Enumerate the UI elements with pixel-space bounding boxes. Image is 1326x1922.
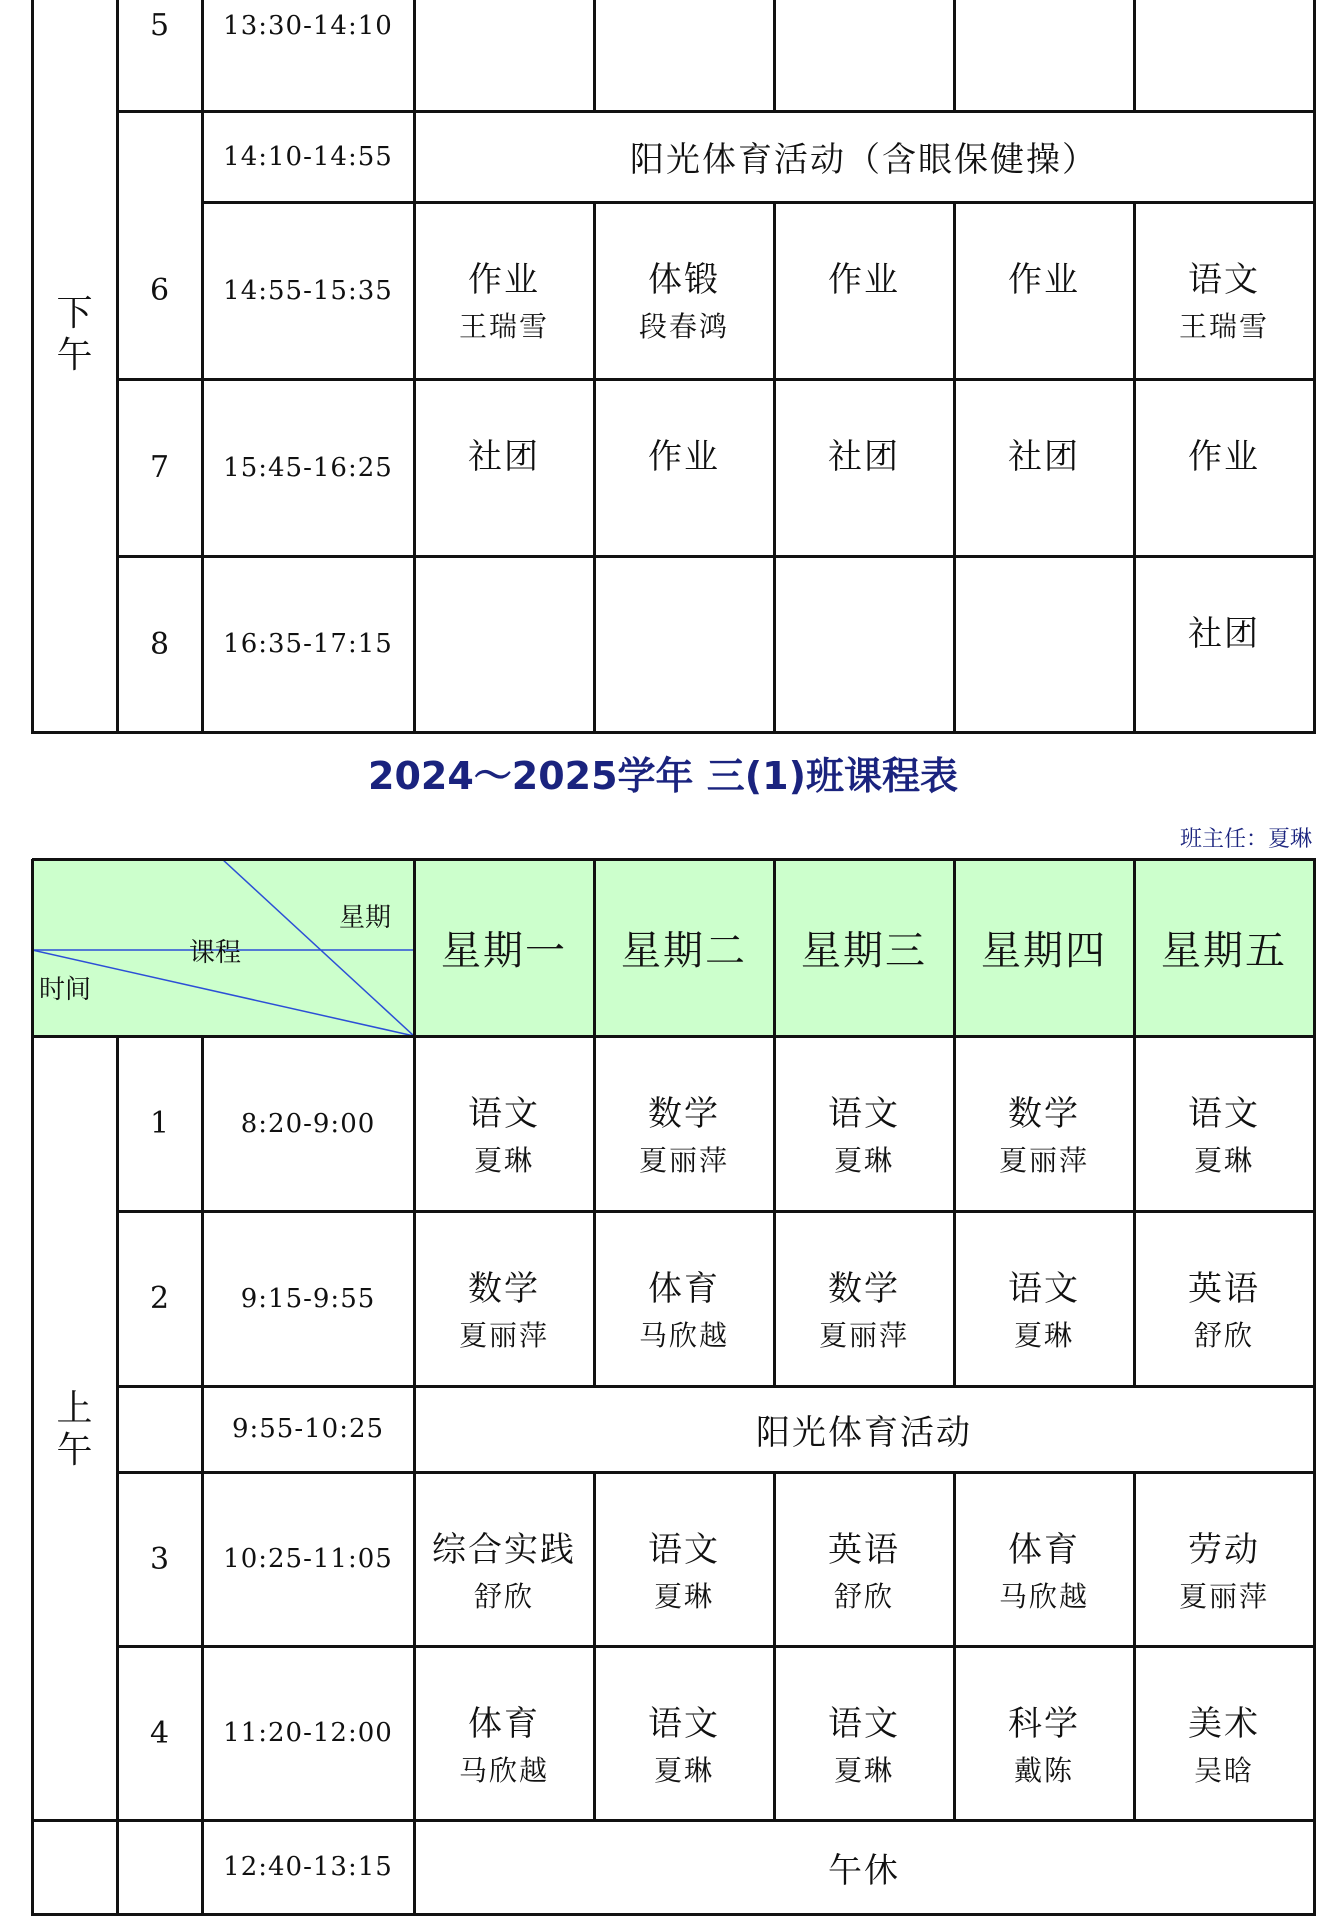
subject-name: 作业 bbox=[828, 260, 900, 300]
bottom-grid-hline bbox=[117, 1385, 1316, 1388]
top-lesson-cell bbox=[1134, 202, 1314, 379]
subject-name: 数学 bbox=[648, 1094, 720, 1134]
bottom-lesson-cell bbox=[954, 1036, 1134, 1211]
subject-name: 社团 bbox=[468, 437, 540, 477]
top-period-number: 6 bbox=[149, 273, 170, 308]
top-grid-vline bbox=[1133, 202, 1136, 734]
bottom-grid-vline bbox=[31, 859, 34, 1916]
top-lesson-cell bbox=[414, 202, 594, 379]
teacher-name: 吴晗 bbox=[1193, 1754, 1254, 1787]
subject-name: 数学 bbox=[468, 1269, 540, 1309]
top-lesson-cell bbox=[594, 379, 774, 556]
bottom-grid-vline bbox=[773, 1472, 776, 1822]
top-lesson-cell bbox=[774, 379, 954, 556]
top-lesson-cell bbox=[954, 379, 1134, 556]
top-lesson-cell bbox=[954, 556, 1134, 732]
top-grid-vline bbox=[1133, 0, 1136, 113]
bottom-grid-hline bbox=[32, 1819, 1316, 1822]
bottom-grid-hline bbox=[32, 1913, 1316, 1916]
subject-name: 作业 bbox=[468, 260, 540, 300]
bottom-period-number: 3 bbox=[149, 1541, 170, 1577]
top-lesson-cell bbox=[774, 202, 954, 379]
top-grid-vline bbox=[31, 0, 34, 734]
diagonal-line bbox=[222, 859, 414, 1036]
bottom-lesson-cell bbox=[594, 1646, 774, 1820]
bottom-span-activity: 阳光体育活动 bbox=[756, 1412, 972, 1453]
subject-name: 社团 bbox=[1008, 437, 1080, 477]
subject-name: 英语 bbox=[828, 1530, 900, 1570]
teacher-name: 夏琳 bbox=[1193, 1144, 1254, 1177]
top-grid-hline bbox=[117, 378, 1316, 381]
subject-name: 语文 bbox=[828, 1704, 900, 1744]
bottom-lesson-cell bbox=[414, 1472, 594, 1646]
top-time-cell: 14:10-14:55 bbox=[223, 141, 393, 172]
teacher-name: 段春鸿 bbox=[638, 310, 729, 343]
top-grid-hline bbox=[32, 731, 1316, 734]
bottom-lesson-cell bbox=[1134, 1646, 1314, 1820]
week-label: 星期 bbox=[338, 902, 391, 933]
bottom-grid-vline bbox=[593, 859, 596, 1388]
teacher-name: 夏琳 bbox=[1013, 1319, 1074, 1352]
day-header: 星期一 bbox=[441, 928, 567, 974]
bottom-period-number: 4 bbox=[149, 1715, 170, 1751]
subject-name: 体育 bbox=[648, 1269, 720, 1309]
teacher-name: 马欣越 bbox=[638, 1319, 729, 1352]
teacher-name: 戴陈 bbox=[1013, 1754, 1074, 1787]
top-lesson-cell bbox=[414, 379, 594, 556]
bottom-time-cell: 9:55-10:25 bbox=[231, 1414, 385, 1444]
subject-name: 英语 bbox=[1188, 1269, 1260, 1309]
bottom-grid-vline bbox=[953, 859, 956, 1388]
bottom-period-number: 1 bbox=[149, 1106, 170, 1141]
bottom-grid-hline bbox=[117, 1471, 1316, 1474]
top-period-number: 8 bbox=[149, 626, 170, 662]
page-title: 2024～2025学年 三(1)班课程表 bbox=[368, 754, 958, 798]
top-lesson-cell bbox=[1134, 379, 1314, 556]
top-lesson-cell bbox=[774, 0, 954, 111]
top-grid-vline bbox=[953, 0, 956, 113]
teacher-name: 舒欣 bbox=[473, 1580, 534, 1613]
subject-name: 语文 bbox=[468, 1094, 540, 1134]
bottom-lesson-cell bbox=[774, 1036, 954, 1211]
teacher-name: 夏丽萍 bbox=[1178, 1580, 1269, 1613]
bottom-grid-vline bbox=[413, 859, 416, 1916]
bottom-grid-vline bbox=[1133, 859, 1136, 1388]
subject-name: 数学 bbox=[828, 1269, 900, 1309]
subject-name: 美术 bbox=[1188, 1704, 1260, 1744]
bottom-period-number: 2 bbox=[149, 1281, 170, 1316]
subject-name: 社团 bbox=[1188, 614, 1260, 654]
bottom-lesson-cell bbox=[774, 1472, 954, 1646]
top-lesson-cell bbox=[594, 0, 774, 111]
top-time-cell: 13:30-14:10 bbox=[223, 10, 393, 41]
bottom-lesson-cell bbox=[594, 1211, 774, 1386]
subject-name: 劳动 bbox=[1188, 1530, 1260, 1570]
bottom-lesson-cell bbox=[1134, 1472, 1314, 1646]
subject-name: 综合实践 bbox=[432, 1530, 576, 1570]
top-lesson-cell bbox=[1134, 0, 1314, 111]
teacher-name: 夏丽萍 bbox=[818, 1319, 909, 1352]
subject-name: 语文 bbox=[828, 1094, 900, 1134]
bottom-lesson-cell bbox=[954, 1211, 1134, 1386]
teacher-name: 舒欣 bbox=[1193, 1319, 1254, 1352]
bottom-lesson-cell bbox=[954, 1646, 1134, 1820]
teacher-name: 夏琳 bbox=[473, 1144, 534, 1177]
bottom-grid-hline bbox=[117, 1645, 1316, 1648]
top-grid-vline bbox=[953, 202, 956, 734]
bottom-lesson-cell bbox=[1134, 1036, 1314, 1211]
bottom-grid-vline bbox=[953, 1472, 956, 1822]
teacher-name: 夏丽萍 bbox=[998, 1144, 1089, 1177]
bottom-time-cell: 8:20-9:00 bbox=[240, 1108, 376, 1139]
subject-name: 体育 bbox=[1008, 1530, 1080, 1570]
bottom-lesson-cell bbox=[774, 1211, 954, 1386]
top-lesson-cell bbox=[1134, 556, 1314, 732]
top-grid-hline bbox=[117, 110, 1316, 113]
teacher-name: 王瑞雪 bbox=[458, 310, 549, 343]
bottom-grid-vline bbox=[116, 1036, 119, 1916]
teacher-name: 夏琳 bbox=[833, 1754, 894, 1787]
teacher-name: 夏琳 bbox=[653, 1754, 714, 1787]
subject-name: 作业 bbox=[1188, 437, 1260, 477]
teacher-name: 夏琳 bbox=[833, 1144, 894, 1177]
day-header: 星期五 bbox=[1161, 928, 1287, 974]
subject-name: 作业 bbox=[1008, 260, 1080, 300]
bottom-grid-vline bbox=[1133, 1472, 1136, 1822]
bottom-lesson-cell bbox=[414, 1646, 594, 1820]
bottom-grid-vline bbox=[201, 1036, 204, 1916]
top-grid-hline bbox=[202, 201, 1316, 204]
bottom-grid-hline bbox=[32, 1035, 1316, 1038]
subject-name: 社团 bbox=[828, 437, 900, 477]
bottom-lesson-cell bbox=[414, 1036, 594, 1211]
subject-name: 语文 bbox=[648, 1704, 720, 1744]
subject-name: 体育 bbox=[468, 1704, 540, 1744]
bottom-span-activity: 午休 bbox=[828, 1850, 900, 1891]
day-header: 星期二 bbox=[621, 928, 747, 974]
top-grid-vline bbox=[773, 0, 776, 113]
subject-name: 语文 bbox=[648, 1530, 720, 1570]
bottom-time-cell: 10:25-11:05 bbox=[223, 1544, 393, 1574]
time-label: 时间 bbox=[38, 974, 91, 1005]
afternoon-label: 下午 bbox=[56, 293, 93, 376]
bottom-grid-vline bbox=[1313, 859, 1316, 1916]
bottom-lesson-cell bbox=[1134, 1211, 1314, 1386]
subject-name: 语文 bbox=[1188, 1094, 1260, 1134]
teacher-name: 马欣越 bbox=[998, 1580, 1089, 1613]
day-header: 星期三 bbox=[801, 928, 927, 974]
teacher-name: 夏丽萍 bbox=[638, 1144, 729, 1177]
subject-name: 语文 bbox=[1008, 1269, 1080, 1309]
teacher-name: 夏丽萍 bbox=[458, 1319, 549, 1352]
top-span-activity: 阳光体育活动（含眼保健操） bbox=[630, 140, 1098, 180]
subject-name: 语文 bbox=[1188, 260, 1260, 300]
bottom-lesson-cell bbox=[594, 1472, 774, 1646]
bottom-lesson-cell bbox=[594, 1036, 774, 1211]
top-lesson-cell bbox=[774, 556, 954, 732]
top-lesson-cell bbox=[414, 556, 594, 732]
subject-name: 作业 bbox=[648, 437, 720, 477]
subject-name: 数学 bbox=[1008, 1094, 1080, 1134]
top-grid-vline bbox=[593, 202, 596, 734]
top-lesson-cell bbox=[414, 0, 594, 111]
day-header: 星期四 bbox=[981, 928, 1107, 974]
teacher-name: 王瑞雪 bbox=[1178, 310, 1269, 343]
top-lesson-cell bbox=[954, 202, 1134, 379]
top-grid-hline bbox=[117, 555, 1316, 558]
top-time-cell: 14:55-15:35 bbox=[223, 275, 393, 306]
bottom-lesson-cell bbox=[774, 1646, 954, 1820]
course-label: 课程 bbox=[188, 937, 241, 968]
subject-name: 科学 bbox=[1008, 1704, 1080, 1744]
bottom-grid-hline bbox=[32, 858, 1316, 861]
bottom-lesson-cell bbox=[414, 1211, 594, 1386]
top-time-cell: 16:35-17:15 bbox=[223, 629, 393, 659]
bottom-grid-hline bbox=[117, 1210, 1316, 1213]
teacher-name: 舒欣 bbox=[833, 1580, 894, 1613]
bottom-time-cell: 12:40-13:15 bbox=[223, 1852, 393, 1882]
bottom-time-cell: 9:15-9:55 bbox=[240, 1283, 376, 1314]
top-period-number: 7 bbox=[149, 450, 170, 485]
bottom-grid-vline bbox=[773, 859, 776, 1388]
head-teacher-label: 班主任：夏琳 bbox=[1179, 827, 1312, 852]
top-grid-vline bbox=[593, 0, 596, 113]
bottom-lesson-cell bbox=[954, 1472, 1134, 1646]
teacher-name: 马欣越 bbox=[458, 1754, 549, 1787]
top-lesson-cell bbox=[594, 202, 774, 379]
top-lesson-cell bbox=[594, 556, 774, 732]
teacher-name: 夏琳 bbox=[653, 1580, 714, 1613]
top-lesson-cell bbox=[954, 0, 1134, 111]
morning-label: 上午 bbox=[56, 1388, 93, 1471]
top-time-cell: 15:45-16:25 bbox=[223, 452, 393, 483]
bottom-grid-vline bbox=[593, 1472, 596, 1822]
top-grid-vline bbox=[773, 202, 776, 734]
bottom-time-cell: 11:20-12:00 bbox=[223, 1718, 393, 1748]
top-period-number: 5 bbox=[149, 8, 170, 43]
subject-name: 体锻 bbox=[648, 260, 720, 300]
